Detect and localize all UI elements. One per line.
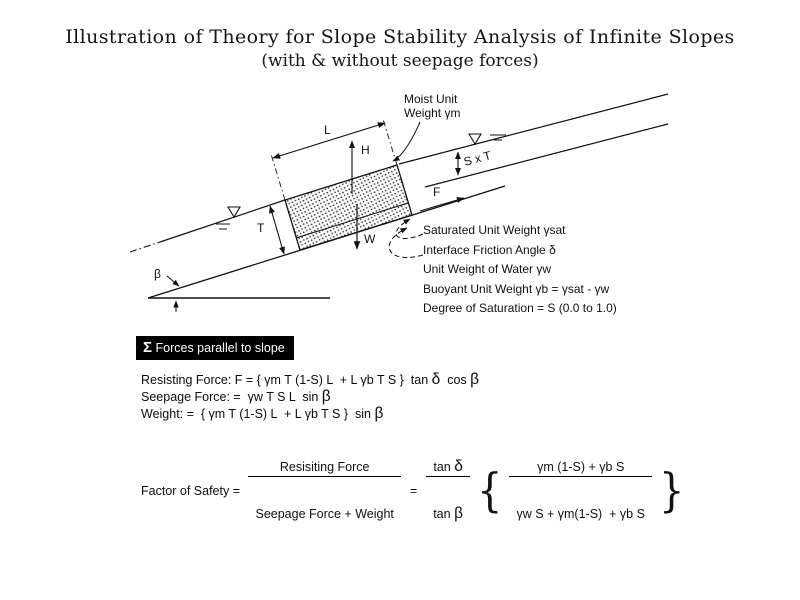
moist-label-line-1: Moist Unit bbox=[404, 92, 458, 106]
tan-text: tan bbox=[433, 507, 455, 521]
fos-frac2-denominator bbox=[426, 505, 470, 522]
unit-weight-water-label: Unit Weight of Water γw bbox=[423, 262, 552, 276]
fos-frac3-numerator: γm (1-S) + γb S bbox=[509, 459, 652, 477]
beta-angle-label: β bbox=[154, 267, 161, 281]
length-label: L bbox=[324, 123, 331, 137]
beta-symbol: β bbox=[374, 405, 384, 422]
soil-property-labels bbox=[423, 223, 617, 321]
slide-title bbox=[0, 26, 800, 71]
beta-symbol: β bbox=[321, 388, 331, 405]
fos-force-fraction bbox=[248, 431, 400, 550]
open-brace: { bbox=[476, 464, 503, 517]
resisting-force-equation bbox=[141, 373, 479, 387]
upper-surface-line-left bbox=[160, 200, 285, 242]
sigma-icon: Σ bbox=[143, 339, 153, 356]
l-extension-left bbox=[271, 154, 285, 200]
water-line-left-lead bbox=[130, 242, 160, 252]
height-label: H bbox=[361, 143, 370, 157]
weight-label: W bbox=[364, 232, 376, 246]
forces-parallel-text: Forces parallel to slope bbox=[152, 341, 285, 355]
title-line-1: Illustration of Theory for Slope Stability Analysis of Infinite Slopes bbox=[65, 26, 735, 48]
delta-symbol: δ bbox=[454, 458, 463, 475]
beta-symbol: β bbox=[454, 505, 463, 522]
beta-leader-arrow bbox=[167, 276, 179, 286]
fos-frac1-denominator: Seepage Force + Weight bbox=[255, 507, 394, 521]
fos-label: Factor of Safety = bbox=[141, 483, 244, 498]
friction-force-label: F bbox=[433, 185, 441, 199]
saturated-unit-weight-label: Saturated Unit Weight γsat bbox=[423, 223, 566, 237]
moist-label-line-2: Weight γm bbox=[404, 106, 461, 120]
resisting-eq-text-2: cos bbox=[440, 373, 471, 387]
saturated-leader-arrow bbox=[396, 219, 423, 238]
degree-of-saturation-label: Degree of Saturation = S (0.0 to 1.0) bbox=[423, 301, 617, 315]
water-table-icon-right bbox=[469, 134, 481, 144]
fos-gamma-fraction bbox=[509, 431, 652, 550]
fos-frac1-numerator: Resisiting Force bbox=[248, 459, 400, 477]
buoyant-unit-weight-label: Buoyant Unit Weight γb = γsat - γw bbox=[423, 281, 610, 296]
forces-parallel-header bbox=[136, 336, 294, 360]
water-surface-dashes-left bbox=[216, 224, 230, 229]
close-brace: } bbox=[658, 464, 685, 517]
seepage-eq-text: Seepage Force: = γw T S L sin bbox=[141, 390, 322, 404]
friction-force-arrow bbox=[420, 198, 464, 211]
fos-frac2-numerator bbox=[426, 459, 470, 477]
fos-equals-sign: = bbox=[409, 483, 418, 498]
weight-equation bbox=[141, 407, 383, 421]
tan-text: tan bbox=[433, 460, 455, 474]
moist-weight-leader-arrow bbox=[393, 122, 420, 161]
fos-tan-fraction bbox=[426, 431, 470, 550]
factor-of-safety-equation bbox=[141, 431, 686, 550]
sxt-label: S x T bbox=[462, 148, 493, 169]
l-extension-right bbox=[383, 119, 397, 165]
resisting-eq-text: Resisting Force: F = { γm T (1-S) L + L γb T S } tan bbox=[141, 373, 432, 387]
thickness-dimension-arrow bbox=[270, 206, 284, 254]
beta-symbol: β bbox=[470, 371, 480, 388]
fos-frac3-denominator: γw S + γm(1-S) + γb S bbox=[516, 507, 645, 521]
delta-symbol: δ bbox=[431, 371, 441, 388]
title-line-2: (with & without seepage forces) bbox=[261, 51, 539, 71]
interface-friction-angle-label: Interface Friction Angle δ bbox=[423, 242, 556, 257]
seepage-force-equation bbox=[141, 390, 331, 404]
friction-angle-leader-arrow bbox=[389, 228, 423, 258]
thickness-label: T bbox=[257, 221, 265, 235]
weight-eq-text: Weight: = { γm T (1-S) L + L γb T S } sin bbox=[141, 407, 375, 421]
moist-unit-weight-label bbox=[404, 92, 460, 120]
